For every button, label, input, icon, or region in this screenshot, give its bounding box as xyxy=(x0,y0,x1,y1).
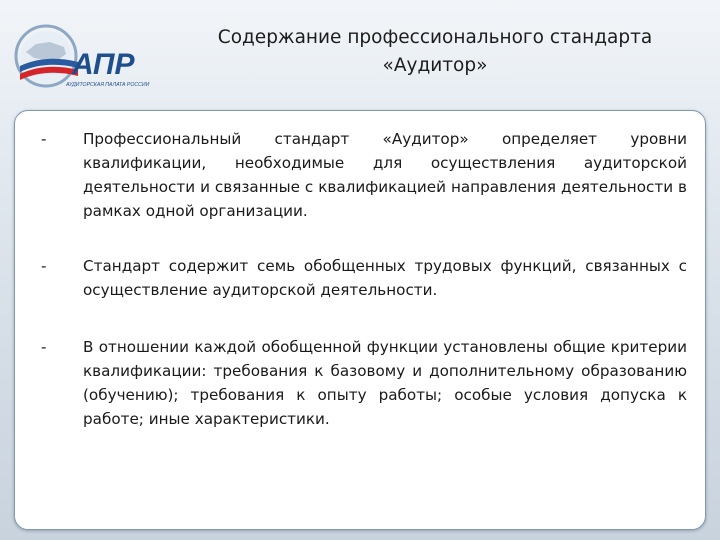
bullet-text: В отношении каждой обобщенной функции установлены общие критерии квалификации: требования к базовому и дополнительному образованию (обучению); требования к опыту работы; особые условия допуска к работе; иные характеристики. xyxy=(83,338,687,428)
logo-subtitle: АУДИТОРСКАЯ ПАЛАТА РОССИИ xyxy=(66,82,150,88)
page-title-line-2: «Аудитор» xyxy=(382,55,488,76)
content-card xyxy=(14,110,706,530)
bullet-marker: - xyxy=(41,257,47,275)
slide-header xyxy=(0,0,720,108)
apr-logo xyxy=(6,14,156,96)
page-title-line-1: Содержание профессионального стандарта xyxy=(217,27,653,48)
bullet-marker: - xyxy=(41,130,47,148)
page-title xyxy=(185,24,685,80)
bullet-text: Стандарт содержит семь обобщенных трудовых функций, связанных с осуществление аудиторской деятельности. xyxy=(83,257,687,299)
bullet-text: Профессиональный стандарт «Аудитор» определяет уровни квалификации, необходимые для осуществления аудиторской деятельности и связанные с квалификацией направления деятельности в рамках одной организации. xyxy=(83,130,687,220)
bullet-marker: - xyxy=(41,338,47,356)
logo-text: АПР xyxy=(72,48,135,81)
